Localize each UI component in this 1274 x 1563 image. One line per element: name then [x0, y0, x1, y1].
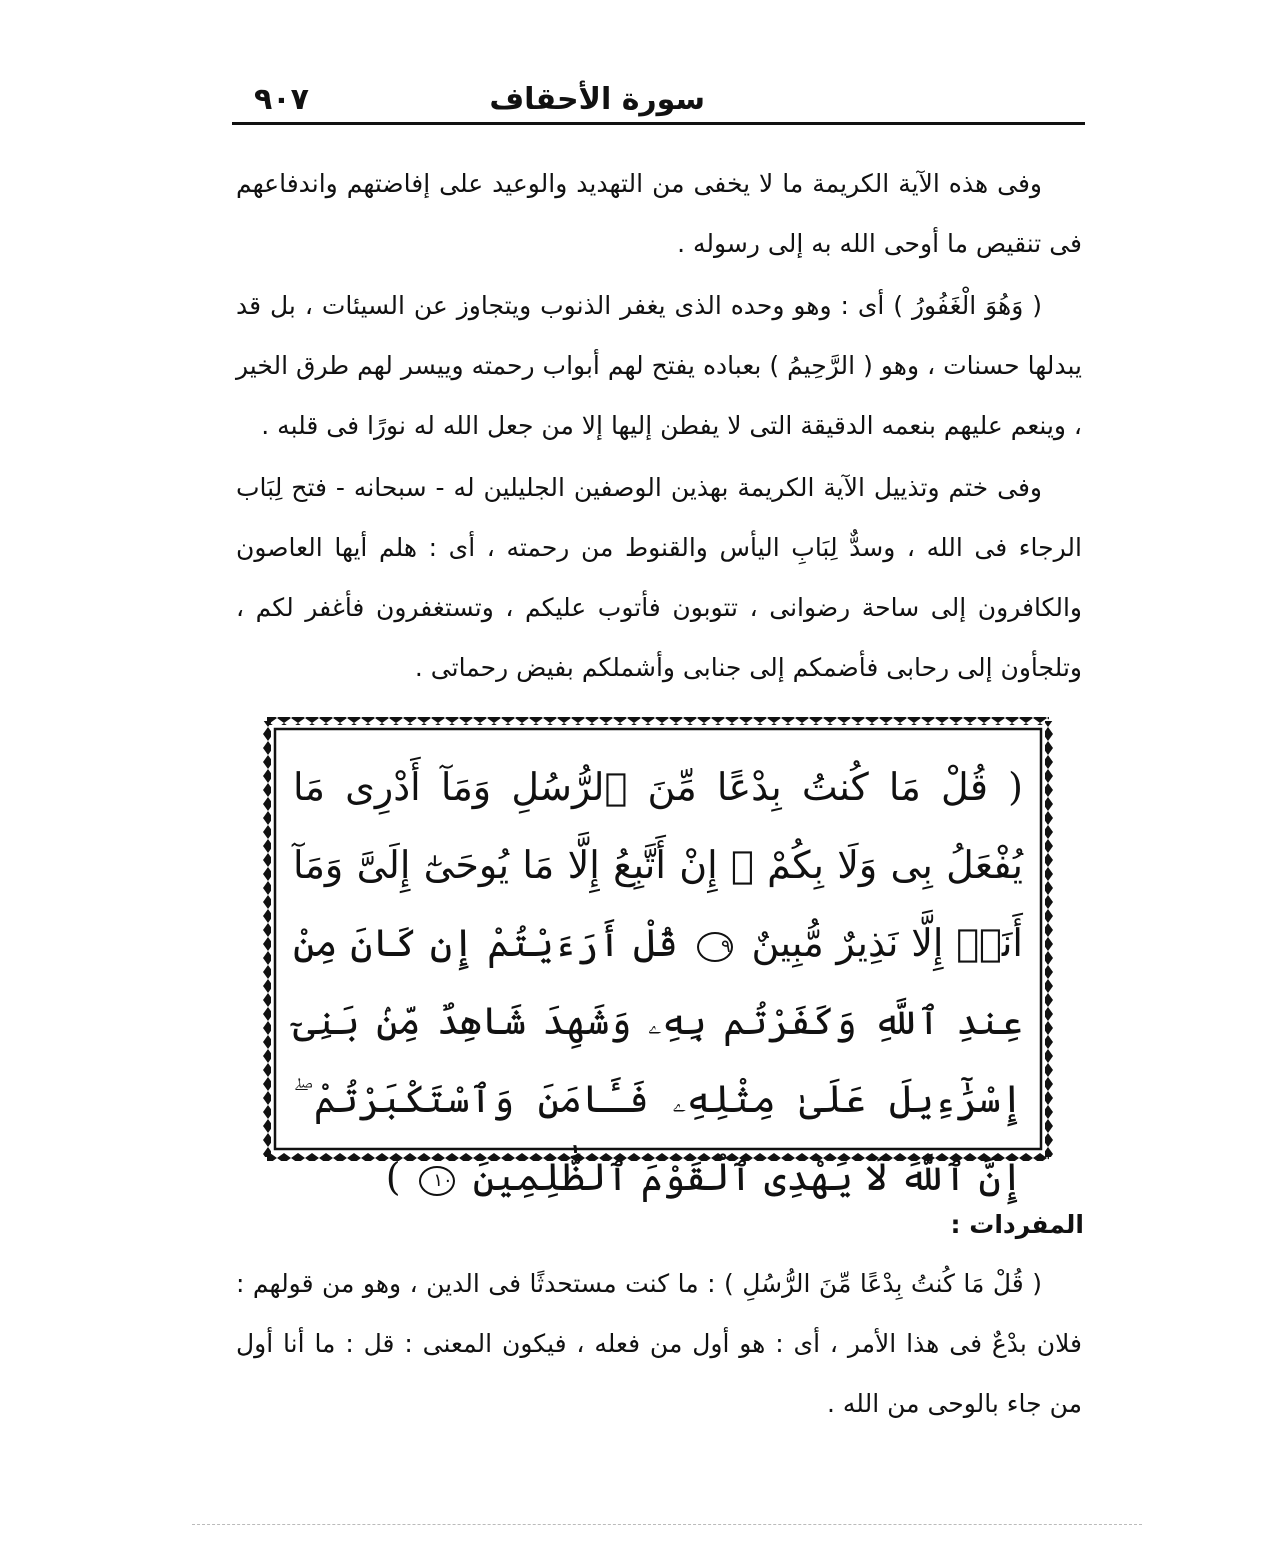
page-header [232, 78, 1085, 122]
quran-close-paren: ) [385, 1155, 401, 1199]
quran-verse-box [263, 713, 1053, 1199]
header-rule [232, 122, 1085, 125]
quran-text [293, 748, 1023, 1216]
page-number: ٩٠٧ [254, 82, 309, 117]
footer-rule [192, 1524, 1142, 1526]
ayah-number-10: ١٠ [419, 1166, 455, 1196]
paragraph-2: ( وَهُوَ الْغَفُورُ ) أى : وهو وحده الذى يغفر الذنوب ويتجاوز عن السيئات ، بل قد يبدلها حسنات ، وهو ( الرَّحِيمُ ) بعباده يفتح لهم أبواب رحمته وييسر لهم طرق الخير ، وينعم عليهم بنعمه الدقيقة التى لا يفطن إليها إلا من جعل الله له نورًا فى قلبه . [236, 291, 1082, 440]
paragraph-3: وفى ختم وتذييل الآية الكريمة بهذين الوصفين الجليلين له - سبحانه - فتح لِبَاب الرجاء فى الله ، وسدٌّ لِبَابِ اليأس والقنوط من رحمته ، أى : هلم أيها العاصون والكافرون إلى ساحة رضوانى ، تتوبون فأتوب عليكم ، وتستغفرون فأغفر لكم ، وتلجأون إلى رحابى فأضمكم إلى جنابى وأشملكم بفيض رحماتى . [236, 473, 1082, 682]
quran-verse-9: ( قُلْ مَا كُنتُ بِدْعًا مِّنَ ٱلرُّسُلِ وَمَآ أَدْرِى مَا يُفْعَلُ بِى وَلَا بِكُمْ ۖ إِنْ أَتَّبِعُ إِلَّا مَا يُوحَىٰٓ إِلَىَّ وَمَآ أَنَا۠ إِلَّا نَذِيرٌ مُّبِينٌ [293, 765, 1023, 965]
quran-verse-10: قُلْ أَرَءَيْتُمْ إِن كَانَ مِنْ عِندِ ٱللَّهِ وَكَفَرْتُم بِهِۦ وَشَهِدَ شَاهِدٌ مِّنۢ بَنِىٓ إِسْرَٰٓءِيلَ عَلَىٰ مِثْلِهِۦ فَـَٔامَنَ وَٱسْتَكْبَرْتُمْ ۖ إِنَّ ٱللَّهَ لَا يَهْدِى ٱلْقَوْمَ ٱلظَّٰلِمِينَ [293, 921, 1023, 1199]
paragraph-1: وفى هذه الآية الكريمة ما لا يخفى من التهديد والوعيد على إفاضتهم واندفاعهم فى تنقيص ما أوحى الله به إلى رسوله . [236, 169, 1082, 258]
vocab-paragraph: ( قُلْ مَا كُنتُ بِدْعًا مِّنَ الرُّسُلِ ) : ما كنت مستحدثًا فى الدين ، وهو من قولهم : فلان بدْعٌ فى هذا الأمر ، أى : هو أول من فعله ، فيكون المعنى : قل : ما أنا أول من جاء بالوحى من الله . [236, 1269, 1082, 1418]
vocab-heading: المفردات : [950, 1210, 1084, 1239]
ayah-number-9: ٩ [697, 932, 733, 962]
surah-title: سورة الأحقاف [489, 82, 705, 117]
